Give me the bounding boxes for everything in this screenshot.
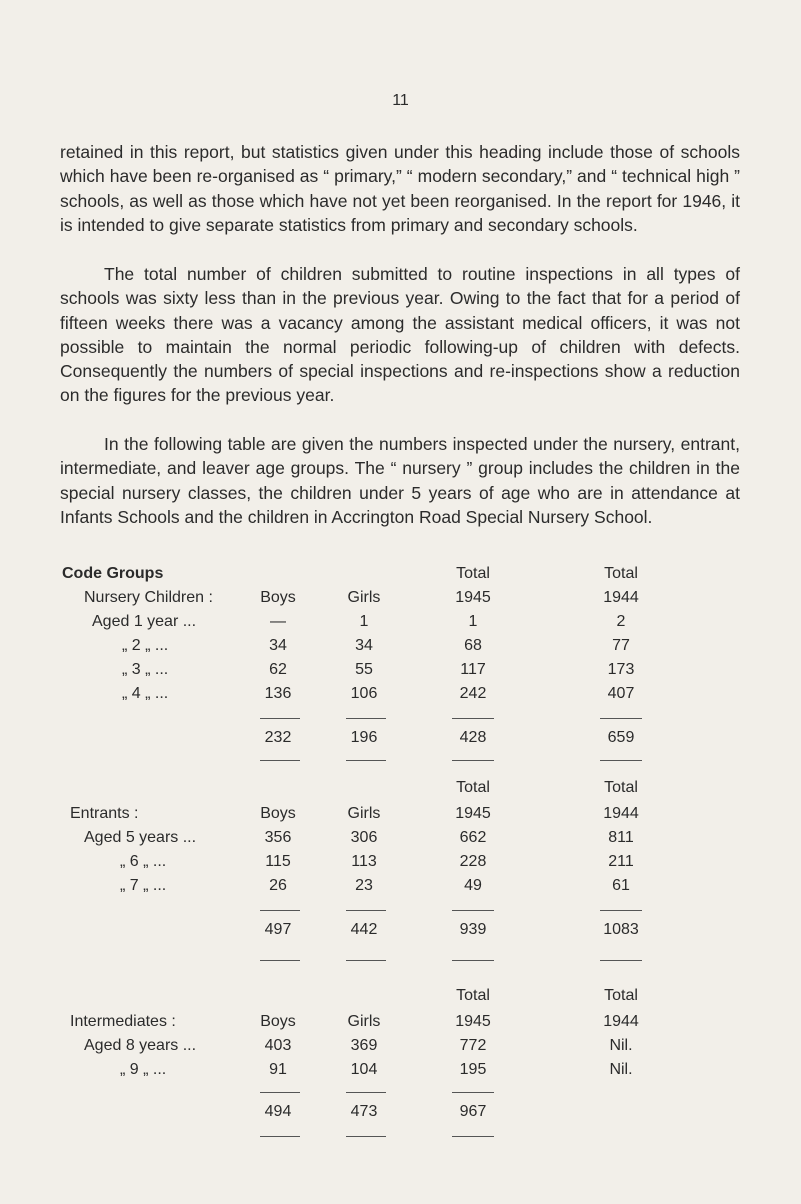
total-girls: 196 [350,729,378,746]
cell-1944: 61 [612,877,630,894]
section-label-intermediates: Intermediates : [70,1013,176,1030]
divider [260,760,300,761]
divider [260,718,300,719]
header-total-1944: Total [604,779,638,796]
section-label-nursery: Nursery Children : [84,589,213,606]
header-total-1944: Total [604,565,638,582]
cell-1944: 173 [607,661,635,678]
cell-1945: 242 [459,685,487,702]
total-1945: 939 [459,921,487,938]
cell-boys: 34 [269,637,287,654]
divider [260,960,300,961]
row-label: Aged 8 years ... [84,1037,197,1054]
cell-girls: 369 [350,1037,378,1054]
header-total-1945: Total [456,565,490,582]
row-label: „ 3 „ ... [122,661,169,678]
row-label: Aged 5 years ... [84,829,197,846]
code-groups-heading: Code Groups [62,565,164,582]
cell-boys: 115 [265,853,291,870]
row-label: „ 4 „ ... [122,685,169,702]
cell-1944: Nil. [609,1037,633,1054]
total-1945: 428 [459,729,487,746]
paragraph-3: In the following table are given the numbers inspected under the nursery, entrant, intermediate, and leaver age groups. The “ nursery ” group includes the children in the special nursery classes, the children under 5 years of age who are in attendance at Infants Schools and the children in Accrington Road Special Nursery School. [60,434,740,527]
row-label: „ 2 „ ... [122,637,169,654]
total-boys: 232 [264,729,292,746]
cell-1945: 662 [459,829,487,846]
header-boys: Boys [260,1013,296,1030]
cell-1945: 1 [468,613,478,630]
divider [600,960,642,961]
total-1945: 967 [459,1103,487,1120]
cell-1945: 68 [464,637,482,654]
header-1944: 1944 [603,1013,639,1030]
cell-girls: 113 [351,853,377,870]
header-1945: 1945 [455,589,491,606]
header-1944: 1944 [603,589,639,606]
cell-boys: 403 [264,1037,292,1054]
divider [346,718,386,719]
divider [346,960,386,961]
cell-boys: 136 [264,685,292,702]
divider [346,910,386,911]
paragraph-1: retained in this report, but statistics given under this heading include those of schools which have been re-organised as “ primary,” “ modern secondary,” and “ technical high ” schools, as well as those which have not yet been reorganised. In the report for 1946, it is intended to give separate statistics from primary and secondary schools. [60,142,740,235]
divider [346,1136,386,1137]
cell-girls: 306 [350,829,378,846]
divider [452,1092,494,1093]
cell-boys: 356 [264,829,292,846]
total-girls: 473 [350,1103,378,1120]
divider [452,760,494,761]
cell-1944: Nil. [609,1061,633,1078]
cell-boys: 91 [269,1061,287,1078]
cell-1945: 195 [459,1061,487,1078]
cell-girls: 23 [355,877,373,894]
divider [346,760,386,761]
total-1944: 1083 [603,921,639,938]
header-girls: Girls [347,805,381,822]
cell-1945: 117 [460,661,486,678]
divider [452,910,494,911]
total-boys: 497 [264,921,292,938]
header-boys: Boys [260,589,296,606]
divider [600,718,642,719]
cell-boys: 26 [269,877,287,894]
header-total-1944: Total [604,987,638,1004]
row-label: „ 6 „ ... [120,853,167,870]
header-boys: Boys [260,805,296,822]
row-label: „ 7 „ ... [120,877,167,894]
divider [346,1092,386,1093]
total-girls: 442 [350,921,378,938]
divider [452,1136,494,1137]
cell-1945: 772 [459,1037,487,1054]
divider [600,910,642,911]
cell-girls: 1 [359,613,369,630]
cell-1944: 407 [607,685,635,702]
cell-girls: 34 [355,637,373,654]
divider [452,718,494,719]
header-total-1945: Total [456,779,490,796]
divider [452,960,494,961]
header-1945: 1945 [455,805,491,822]
paragraph-2: The total number of children submitted to routine inspections in all types of schools was sixty less than in the previous year. Owing to the fact that for a period of fifteen weeks there was a vacancy among the assistant medical officers, it was not possible to maintain the normal periodic following-up of children with defects. Consequently the numbers of special inspections and re-inspections show a reduction on the figures for the previous year. [60,264,740,406]
total-boys: 494 [264,1103,292,1120]
row-label: Aged 1 year ... [92,613,197,630]
row-label: „ 9 „ ... [120,1061,167,1078]
cell-1944: 211 [608,853,634,870]
cell-1944: 811 [608,829,634,846]
header-1945: 1945 [455,1013,491,1030]
header-girls: Girls [347,1013,381,1030]
cell-1945: 49 [464,877,482,894]
header-total-1945: Total [456,987,490,1004]
cell-1944: 77 [612,637,630,654]
cell-1945: 228 [459,853,487,870]
divider [260,910,300,911]
cell-girls: 106 [350,685,378,702]
header-1944: 1944 [603,805,639,822]
header-girls: Girls [347,589,381,606]
cell-boys: 62 [269,661,287,678]
divider [260,1092,300,1093]
divider [600,760,642,761]
cell-1944: 2 [616,613,626,630]
page-number: 11 [392,92,409,109]
section-label-entrants: Entrants : [70,805,139,822]
cell-girls: 104 [350,1061,378,1078]
cell-boys: — [270,613,286,630]
divider [260,1136,300,1137]
cell-girls: 55 [355,661,373,678]
total-1944: 659 [607,729,635,746]
